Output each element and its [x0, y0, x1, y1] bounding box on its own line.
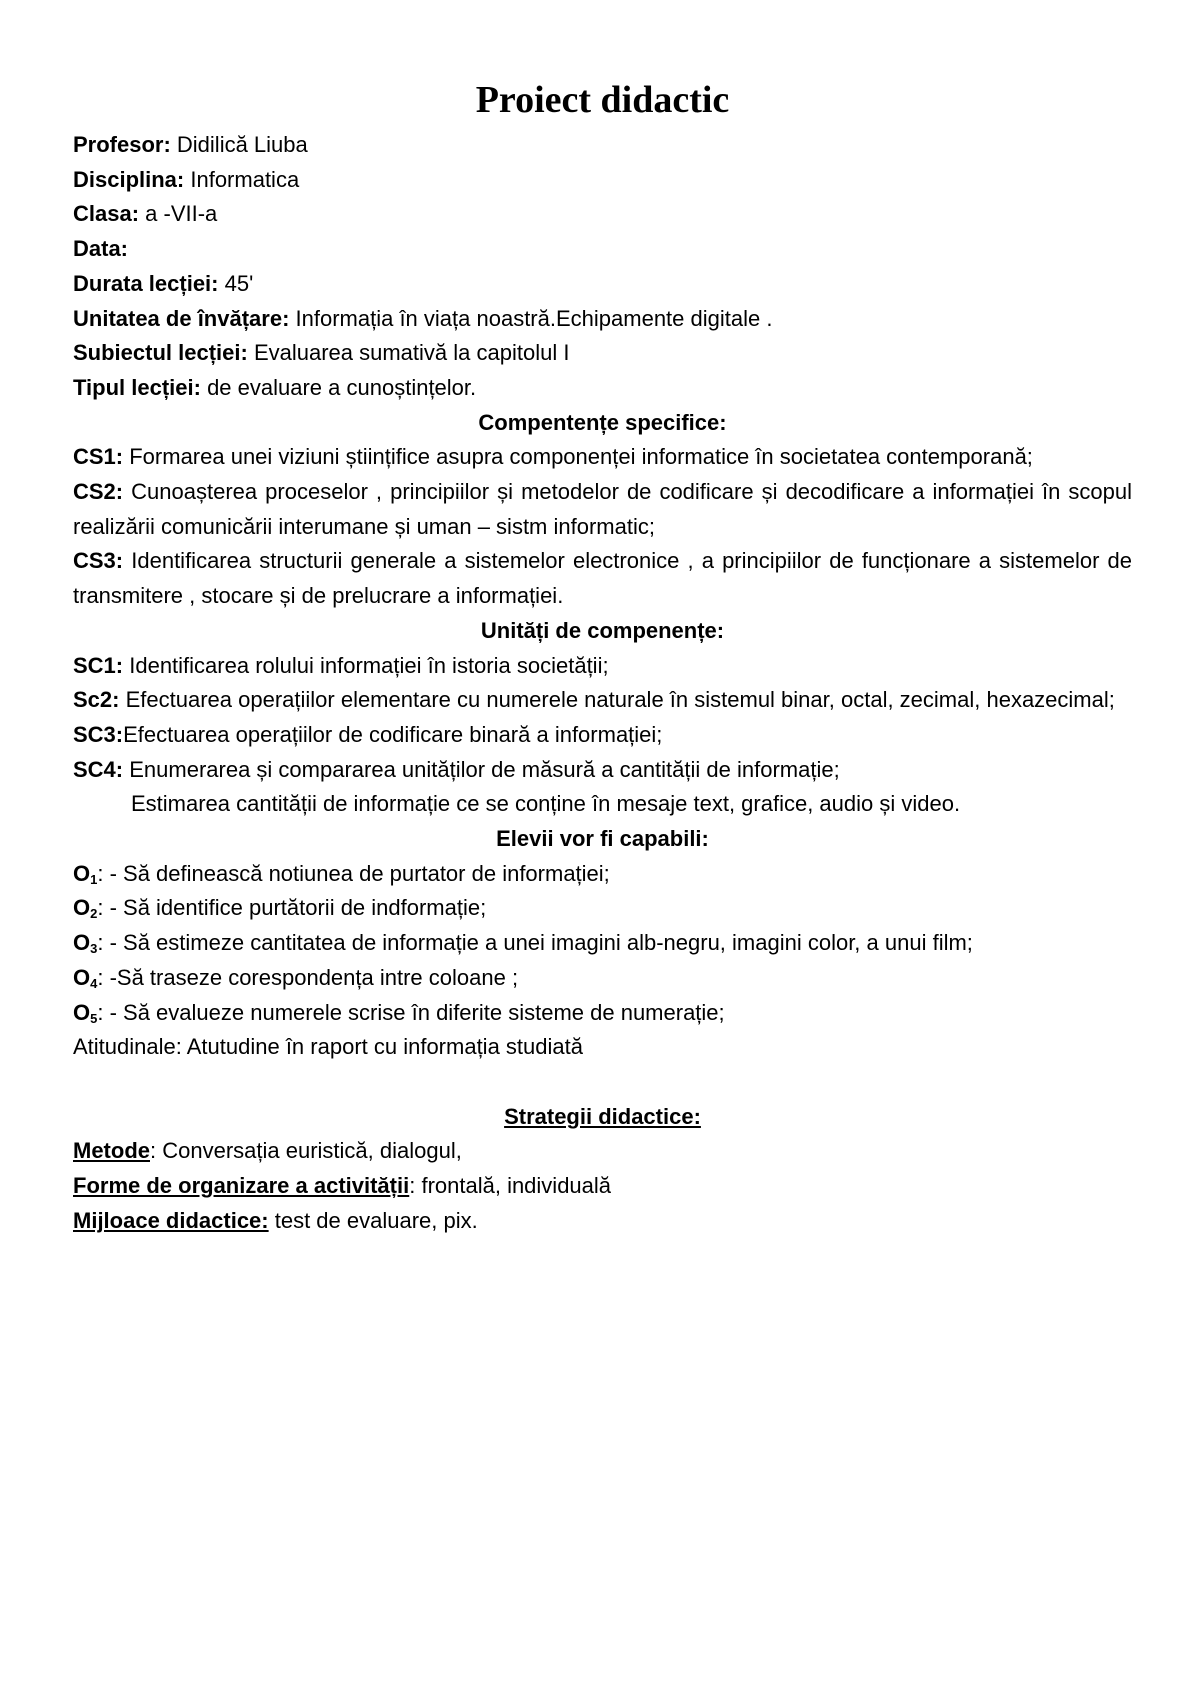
forms-text: : frontală, individuală [409, 1173, 612, 1199]
field-value: a -VII-a [139, 201, 218, 227]
field-value: 45' [218, 270, 254, 296]
field-profesor [73, 128, 1132, 163]
means-label: Mijloace didactice: [73, 1207, 269, 1233]
competence-cs3 [73, 544, 1132, 613]
methods-line [73, 1134, 1132, 1169]
competence-code: CS2: [73, 479, 124, 505]
unit-sc3 [73, 718, 1132, 753]
competence-code: CS3: [73, 548, 124, 574]
attitudinal-line: Atitudinale: Atutudine în raport cu informația studiată [73, 1034, 583, 1060]
field-value: de evaluare a cunoștințelor. [200, 374, 477, 400]
unit-sc1 [73, 649, 1132, 684]
field-label: Tipul lecției: [73, 374, 201, 400]
field-value: Informația în viața noastră.Echipamente digitale . [289, 305, 773, 331]
field-value: Informatica [184, 166, 300, 192]
competences-heading: Compentențe specifice: [478, 409, 727, 435]
field-value: Didilică Liuba [170, 132, 308, 157]
objective-code: $O_2$ [73, 895, 98, 922]
field-label: Data: [73, 236, 129, 262]
objective-code: $O_1$ [73, 860, 98, 887]
field-data [73, 232, 1132, 267]
methods-text: : Conversația euristică, dialogul, [150, 1138, 462, 1164]
objective-code: $O_3$ [73, 930, 98, 957]
means-line [73, 1204, 1132, 1239]
objective-code: $O_5$ [73, 999, 98, 1026]
unit-code: SC3: [73, 721, 124, 747]
field-value: Evaluarea sumativă la capitolul I [247, 340, 570, 366]
field-label: Clasa: [73, 201, 140, 227]
field-unitatea [73, 302, 1132, 337]
field-label: Subiectul lecției: [73, 340, 248, 366]
unit-code: SC1: [73, 652, 124, 678]
unit-code: Sc2: [73, 687, 120, 713]
unit-sc2 [73, 683, 1132, 718]
unit-sc4-extra: Estimarea cantității de informație ce se conține în mesaje text, grafice, audio și video. [131, 791, 961, 817]
competence-text: Cunoașterea proceselor , principiilor și metodelor de codificare și decodificare a informației în scopul realizării comunicării interumane și uman – sistm informatic; [73, 479, 1132, 539]
objective-o3 [73, 926, 1132, 961]
competence-cs1 [73, 440, 1132, 475]
field-label: Unitatea de învățare: [73, 305, 290, 331]
unit-code: SC4: [73, 756, 124, 782]
page-title: Proiect didactic [475, 79, 730, 121]
forms-label: Forme de organizare a activității [73, 1173, 410, 1199]
methods-label: Metode [73, 1138, 150, 1164]
competence-code: CS1: [73, 444, 124, 470]
unit-text: Efectuarea operațiilor de codificare binară a informației; [123, 721, 663, 747]
means-text: test de evaluare, pix. [268, 1207, 478, 1233]
unit-text: Efectuarea operațiilor elementare cu numerele naturale în sistemul binar, octal, zecimal, hexazecimal; [119, 687, 1115, 713]
field-label: Durata lecției: [73, 270, 219, 296]
field-label: Profesor: [73, 132, 171, 157]
objective-o1 [73, 857, 1132, 892]
objective-text: : - Să estimeze cantitatea de informație a unei imagini alb-negru, imagini color, a unui film; [97, 930, 973, 956]
objective-o4 [73, 961, 1132, 996]
competence-text: Formarea unei viziuni științifice asupra componenței informatice în societatea contemporană; [123, 444, 1033, 470]
forms-line [73, 1169, 1132, 1204]
field-clasa [73, 197, 1132, 232]
field-subiectul [73, 336, 1132, 371]
field-durata [73, 267, 1132, 302]
unit-text: Enumerarea și compararea unităților de măsură a cantității de informație; [123, 756, 840, 782]
objective-text: : - Să evalueze numerele scrise în diferite sisteme de numerație; [97, 999, 725, 1025]
units-heading: Unități de compenențe: [480, 617, 725, 643]
objective-text: : - Să identifice purtătorii de indformație; [97, 895, 487, 921]
objective-o2 [73, 891, 1132, 926]
unit-text: Identificarea rolului informației în istoria societății; [123, 652, 609, 678]
competence-text: Identificarea structurii generale a sistemelor electronice , a principiilor de funcționare a sistemelor de transmitere , stocare și de prelucrare a informației. [73, 548, 1132, 609]
objective-text: : -Să traseze corespondența intre coloane ; [97, 964, 519, 990]
unit-sc4 [73, 753, 1132, 788]
field-tipul [73, 371, 1132, 406]
competence-cs2 [73, 475, 1132, 544]
field-label: Disciplina: [73, 166, 185, 192]
strategies-heading: Strategii didactice: [504, 1103, 701, 1129]
spacer [73, 1065, 1132, 1100]
objectives-heading: Elevii vor fi capabili: [496, 826, 709, 852]
objective-code: $O_4$ [73, 964, 98, 991]
objective-o5 [73, 996, 1132, 1031]
field-disciplina [73, 163, 1132, 198]
objective-text: : - Să definească notiunea de purtator de informației; [97, 860, 610, 886]
